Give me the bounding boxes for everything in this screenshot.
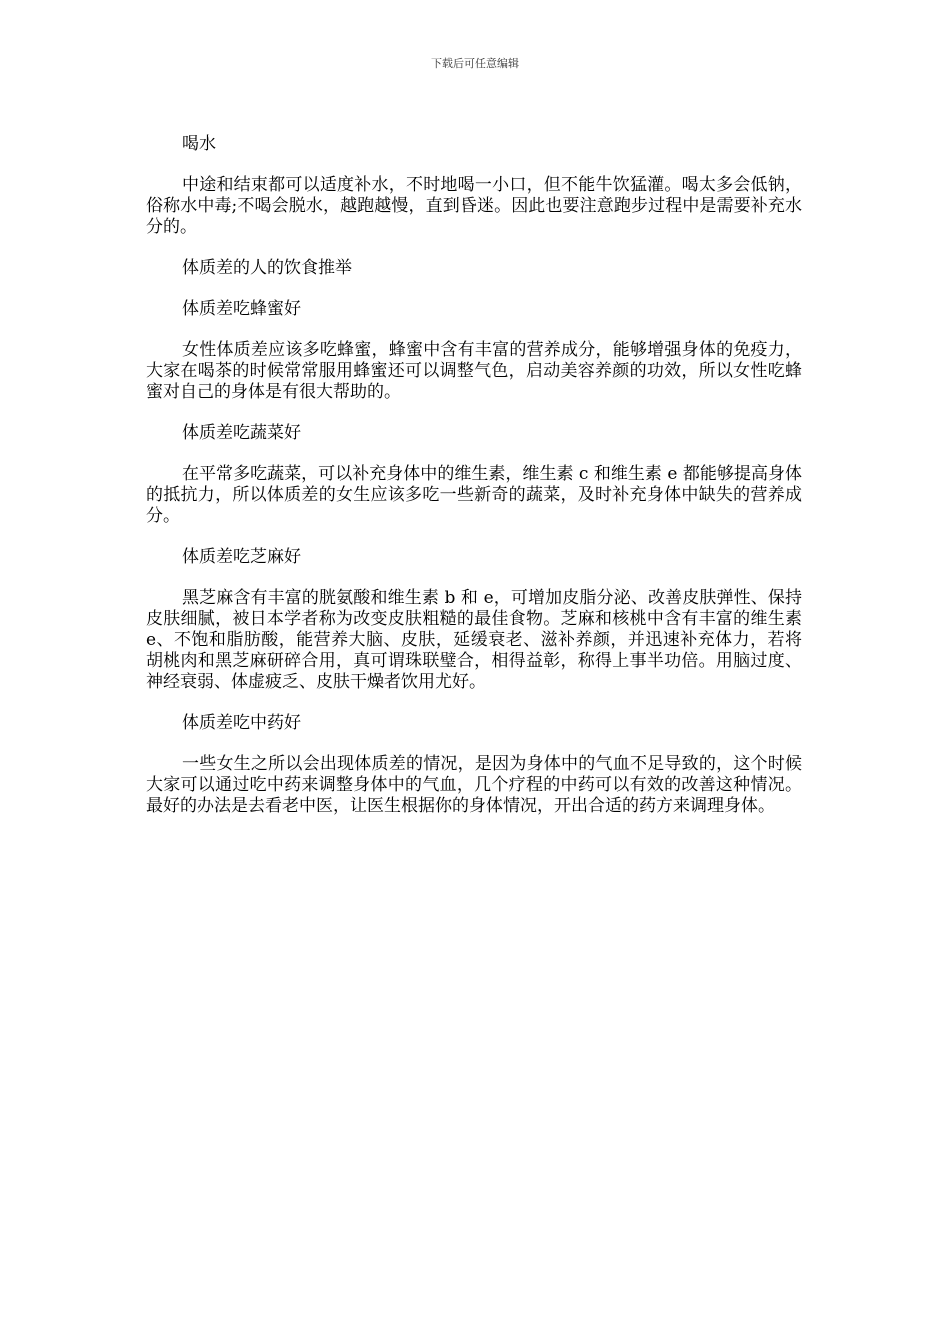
paragraph-sesame: 黑芝麻含有丰富的胱氨酸和维生素 b 和 e，可增加皮脂分泌、改善皮肤弹性、保持皮肤细腻，被日本学者称为改变皮肤粗糙的最佳食物。芝麻和核桃中含有丰富的维生素 e、不饱和脂肪酸，能营养大脑、皮肤，延缓衰老、滋补养颜，并迅速补充体力，若将胡桃肉和黑芝麻研碎合用，真可谓珠联璧合，相得益彰，称得上事半功倍。用脑过度、神经衰弱、体虚疲乏、皮肤干燥者饮用尤好。 xyxy=(146,588,802,692)
paragraph-chinese-medicine: 一些女生之所以会出现体质差的情况，是因为身体中的气血不足导致的，这个时候大家可以通过吃中药来调整身体中的气血，几个疗程的中药可以有效的改善这种情况。最好的办法是去看老中医，让医生根据你的身体情况，开出合适的药方来调理身体。 xyxy=(146,754,802,816)
section-heading-water: 喝水 xyxy=(182,134,216,154)
subheading-chinese-medicine: 体质差吃中药好 xyxy=(182,713,301,733)
subheading-honey: 体质差吃蜂蜜好 xyxy=(182,299,301,319)
document-body xyxy=(146,134,802,837)
subheading-vegetables: 体质差吃蔬菜好 xyxy=(182,423,301,443)
paragraph-water: 中途和结束都可以适度补水，不时地喝一小口，但不能牛饮猛灌。喝太多会低钠，俗称水中毒;不喝会脱水，越跑越慢，直到昏迷。因此也要注意跑步过程中是需要补充水分的。 xyxy=(146,175,802,237)
subheading-sesame: 体质差吃芝麻好 xyxy=(182,547,301,567)
page-header-note: 下载后可任意编辑 xyxy=(431,57,519,70)
paragraph-honey: 女性体质差应该多吃蜂蜜，蜂蜜中含有丰富的营养成分，能够增强身体的免疫力，大家在喝茶的时候常常服用蜂蜜还可以调整气色，启动美容养颜的功效，所以女性吃蜂蜜对自己的身体是有很大帮助的。 xyxy=(146,340,802,402)
paragraph-vegetables: 在平常多吃蔬菜，可以补充身体中的维生素，维生素 c 和维生素 e 都能够提高身体的抵抗力，所以体质差的女生应该多吃一些新奇的蔬菜，及时补充身体中缺失的营养成分。 xyxy=(146,464,802,526)
section-heading-diet: 体质差的人的饮食推举 xyxy=(182,258,352,278)
